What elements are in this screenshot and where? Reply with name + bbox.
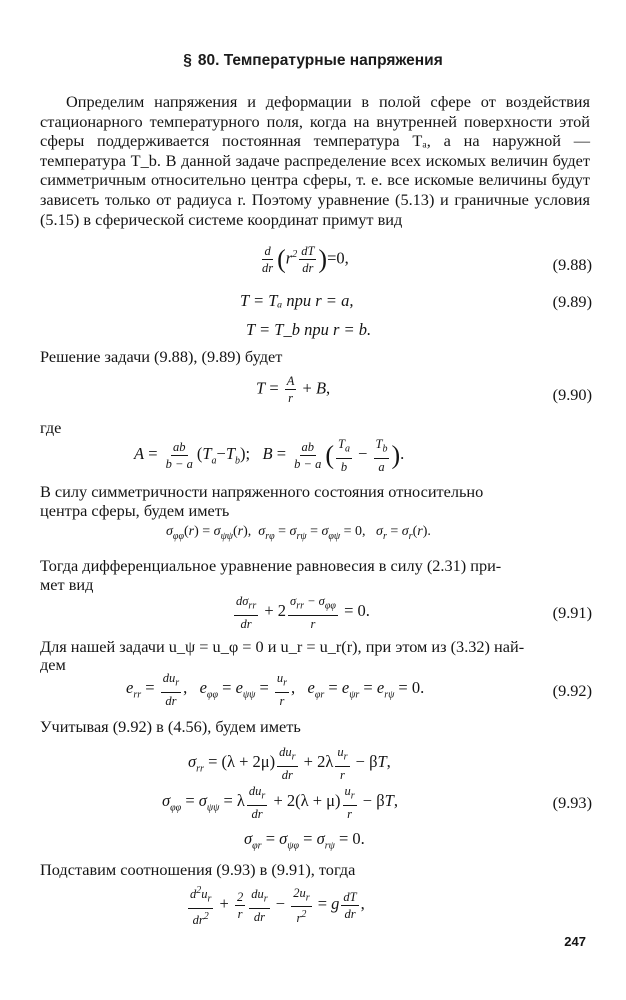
equation-stress-symmetry: $\sigma_{\varphi\varphi}(r) = \sigma_{\psi\psi}(r)$, $\sigma_{r\varphi} = \sigma_{r\psi} = \sigma_{\varphi\psi} = 0$, $\sigma_r = \sigma_r(r)$. — [166, 524, 431, 542]
equation-9-93-line3: $\sigma_{\varphi r} = \sigma_{\psi\varphi} = \sigma_{r\psi} = 0$. — [244, 829, 365, 852]
equation-9-88: $\frac{d}{dr}$ ($r^2$ $\frac{dT}{dr}$ )=0, — [262, 244, 349, 275]
equation-9-91: $\frac{d\sigma_{rr}}{dr}$ + 2 $\frac{\sigma_{rr} - \sigma_{\varphi\varphi}}{r}$ = 0. — [236, 594, 370, 631]
page-number: 247 — [564, 934, 586, 949]
intro-paragraph: Определим напряжения и деформации в полой сфере от воздействия стационарного температурного поля, когда на внутренней поверхности этой сферы поддерживается постоянная температура Tₐ, а на наружной — температура T_b. В данной задаче распределение всех искомых величин будет симметричным относительно центра сферы, т. е. все искомые величины будут зависеть только от радиуса r. Поэтому уравнение (5.13) и граничные условия (5.15) в сферической системе координат примут вид — [40, 92, 590, 229]
equation-9-89-line1: T = Tₐ при r = a, — [240, 291, 354, 310]
equation-9-92: $e_{rr}$ = $\frac{du_r}{dr}$ , $e_{\varphi\varphi} = e_{\psi\psi}$ = $\frac{u_r}{r}$ , $e_{\varphi r} = e_{\psi r} = e_{r\psi} = 0$. — [126, 671, 425, 708]
section-mark: § — [183, 52, 192, 69]
task-text-line2: дем — [40, 655, 66, 674]
equation-final: $\frac{d^2u_r}{dr^2}$ + $\frac{2}{r}$ $\frac{du_r}{dr}$ − $\frac{2u_r}{r^2}$ = g $\frac{dT}{dr}$ , — [190, 885, 365, 927]
section-title: 80. Температурные напряжения — [197, 52, 443, 69]
then-text-line1: Тогда дифференциальное уравнение равновесия в силу (2.31) при- — [40, 556, 502, 575]
equation-9-93-line1: $\sigma_{rr} = (\lambda + 2\mu)$ $\frac{du_r}{dr}$ + 2λ $\frac{u_r}{r}$ − βT, — [188, 745, 391, 782]
equation-9-90: T = $\frac{A}{r}$ + B, — [256, 374, 331, 405]
symmetry-text-line1: В силу симметричности напряженного состояния относительно — [40, 482, 484, 501]
where-text: где — [40, 418, 62, 437]
equation-number-9-93: (9.93) — [552, 793, 592, 812]
equation-a-b-constants: A = $\frac{ab}{b - a}$ $(T_a-T_b)$; B = $\frac{ab}{b - a}$ ( $\frac{T_a}{b}$ − $\frac{T_b}{a}$ ). — [134, 437, 405, 474]
equation-number-9-92: (9.92) — [552, 681, 592, 700]
considering-text: Учитывая (9.92) в (4.56), будем иметь — [40, 717, 301, 736]
equation-9-93-line2: $\sigma_{\varphi\varphi} = \sigma_{\psi\psi} = \lambda$ $\frac{du_r}{dr}$ + 2(λ + μ) $\frac{u_r}{r}$ − βT, — [162, 784, 398, 821]
solution-text: Решение задачи (9.88), (9.89) будет — [40, 347, 283, 366]
task-text-line1: Для нашей задачи u_ψ = u_φ = 0 и u_r = u_r(r), при этом из (3.32) най- — [40, 637, 525, 656]
equation-number-9-88: (9.88) — [552, 255, 592, 274]
section-heading — [0, 52, 626, 70]
eq-9-88-rhs: =0, — [327, 248, 349, 268]
then-text-line2: мет вид — [40, 575, 94, 594]
equation-number-9-90: (9.90) — [552, 385, 592, 404]
symmetry-text-line2: центра сферы, будем иметь — [40, 501, 230, 520]
substitute-text: Подставим соотношения (9.93) в (9.91), тогда — [40, 860, 356, 879]
equation-number-9-91: (9.91) — [552, 603, 592, 622]
equation-9-89-line2: T = T_b при r = b. — [246, 320, 372, 339]
equation-number-9-89: (9.89) — [552, 292, 592, 311]
